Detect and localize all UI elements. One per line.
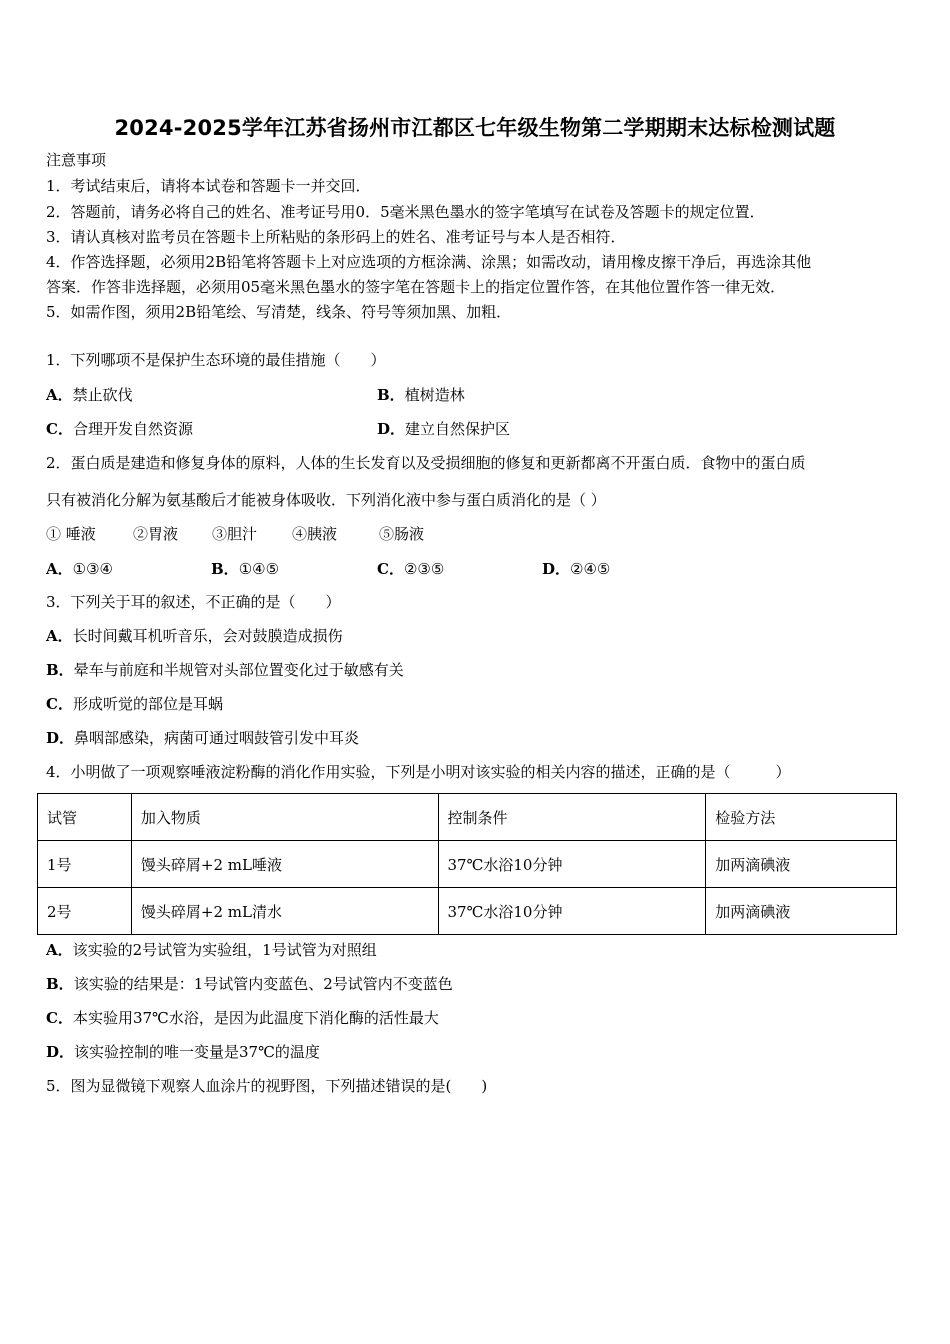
q3-option-a: A．长时间戴耳机听音乐，会对鼓膜造成损伤 [46,627,343,645]
table-cell: 37℃水浴10分钟 [438,888,706,935]
q3-option-d: D．鼻咽部感染，病菌可通过咽鼓管引发中耳炎 [46,729,360,747]
q2-option-a: A．①③④ [46,560,113,578]
notice-heading: 注意事项 [46,151,107,169]
q1-option-d: D．建立自然保护区 [377,420,511,438]
notice-item: 3．请认真核对监考员在答题卡上所粘贴的条形码上的姓名、准考证号与本人是否相符． [46,228,626,246]
q2-option-d: D．②④⑤ [542,560,611,578]
q2-option-b: B．①④⑤ [211,560,280,578]
page-title: 2024-2025学年江苏省扬州市江都区七年级生物第二学期期末达标检测试题 [114,116,836,140]
q2-stem-line1: 2．蛋白质是建造和修复身体的原料，人体的生长发育以及受损细胞的修复和更新都离不开蛋白质．食物中的蛋白质 [46,454,806,472]
table-header-cell: 试管 [38,794,132,841]
experiment-table [37,793,897,935]
q4-option-b: B．该实验的结果是：1号试管内变蓝色、2号试管内不变蓝色 [46,975,453,993]
table-header-row [38,794,897,841]
table-header-cell: 控制条件 [438,794,706,841]
q2-stem-line2: 只有被消化分解为氨基酸后才能被身体吸收．下列消化液中参与蛋白质消化的是（ ） [46,491,606,509]
table-row [38,841,897,888]
q1-stem: 1．下列哪项不是保护生态环境的最佳措施（ ） [46,351,386,369]
q2-item: ②胃液 [133,525,179,543]
q5-stem: 5．图为显微镜下观察人血涂片的视野图，下列描述错误的是( ) [46,1077,488,1095]
notice-item: 5．如需作图，须用2B铅笔绘、写清楚，线条、符号等须加黑、加粗． [46,303,512,321]
q2-item: ⑤肠液 [379,525,425,543]
table-cell: 馒头碎屑+2 mL清水 [131,888,438,935]
q3-option-b: B．晕车与前庭和半规管对头部位置变化过于敏感有关 [46,661,404,679]
notice-item: 2．答题前，请务必将自己的姓名、准考证号用0．5毫米黑色墨水的签字笔填写在试卷及答题卡的规定位置． [46,203,765,221]
table-cell: 加两滴碘液 [706,841,897,888]
q2-item: ① 唾液 [46,525,96,543]
q4-option-a: A．该实验的2号试管为实验组，1号试管为对照组 [46,941,377,959]
table-cell: 2号 [38,888,132,935]
table-cell: 馒头碎屑+2 mL唾液 [131,841,438,888]
q2-item: ④胰液 [292,525,338,543]
notice-item: 1．考试结束后，请将本试卷和答题卡一并交回． [46,177,371,195]
table-cell: 37℃水浴10分钟 [438,841,706,888]
notice-item: 答案．作答非选择题，必须用05毫米黑色墨水的签字笔在答题卡上的指定位置作答，在其他位置作答一律无效． [46,278,786,296]
q2-option-c: C．②③⑤ [377,560,445,578]
table-row [38,888,897,935]
table-header-cell: 加入物质 [131,794,438,841]
table-cell: 1号 [38,841,132,888]
q1-option-a: A．禁止砍伐 [46,386,133,404]
q4-option-d: D．该实验控制的唯一变量是37℃的温度 [46,1043,320,1061]
q1-option-b: B．植树造林 [377,386,465,404]
q3-stem: 3．下列关于耳的叙述，不正确的是（ ） [46,593,341,611]
q1-option-c: C．合理开发自然资源 [46,420,193,438]
q3-option-c: C．形成听觉的部位是耳蜗 [46,695,223,713]
notice-item: 4．作答选择题，必须用2B铅笔将答题卡上对应选项的方框涂满、涂黑；如需改动，请用橡皮擦干净后，再选涂其他 [46,253,812,271]
q4-option-c: C．本实验用37℃水浴，是因为此温度下消化酶的活性最大 [46,1009,439,1027]
q2-item: ③胆汁 [212,525,258,543]
table-cell: 加两滴碘液 [706,888,897,935]
table-header-cell: 检验方法 [706,794,897,841]
q4-stem: 4．小明做了一项观察唾液淀粉酶的消化作用实验，下列是小明对该实验的相关内容的描述，正确的是（ ） [46,763,791,781]
